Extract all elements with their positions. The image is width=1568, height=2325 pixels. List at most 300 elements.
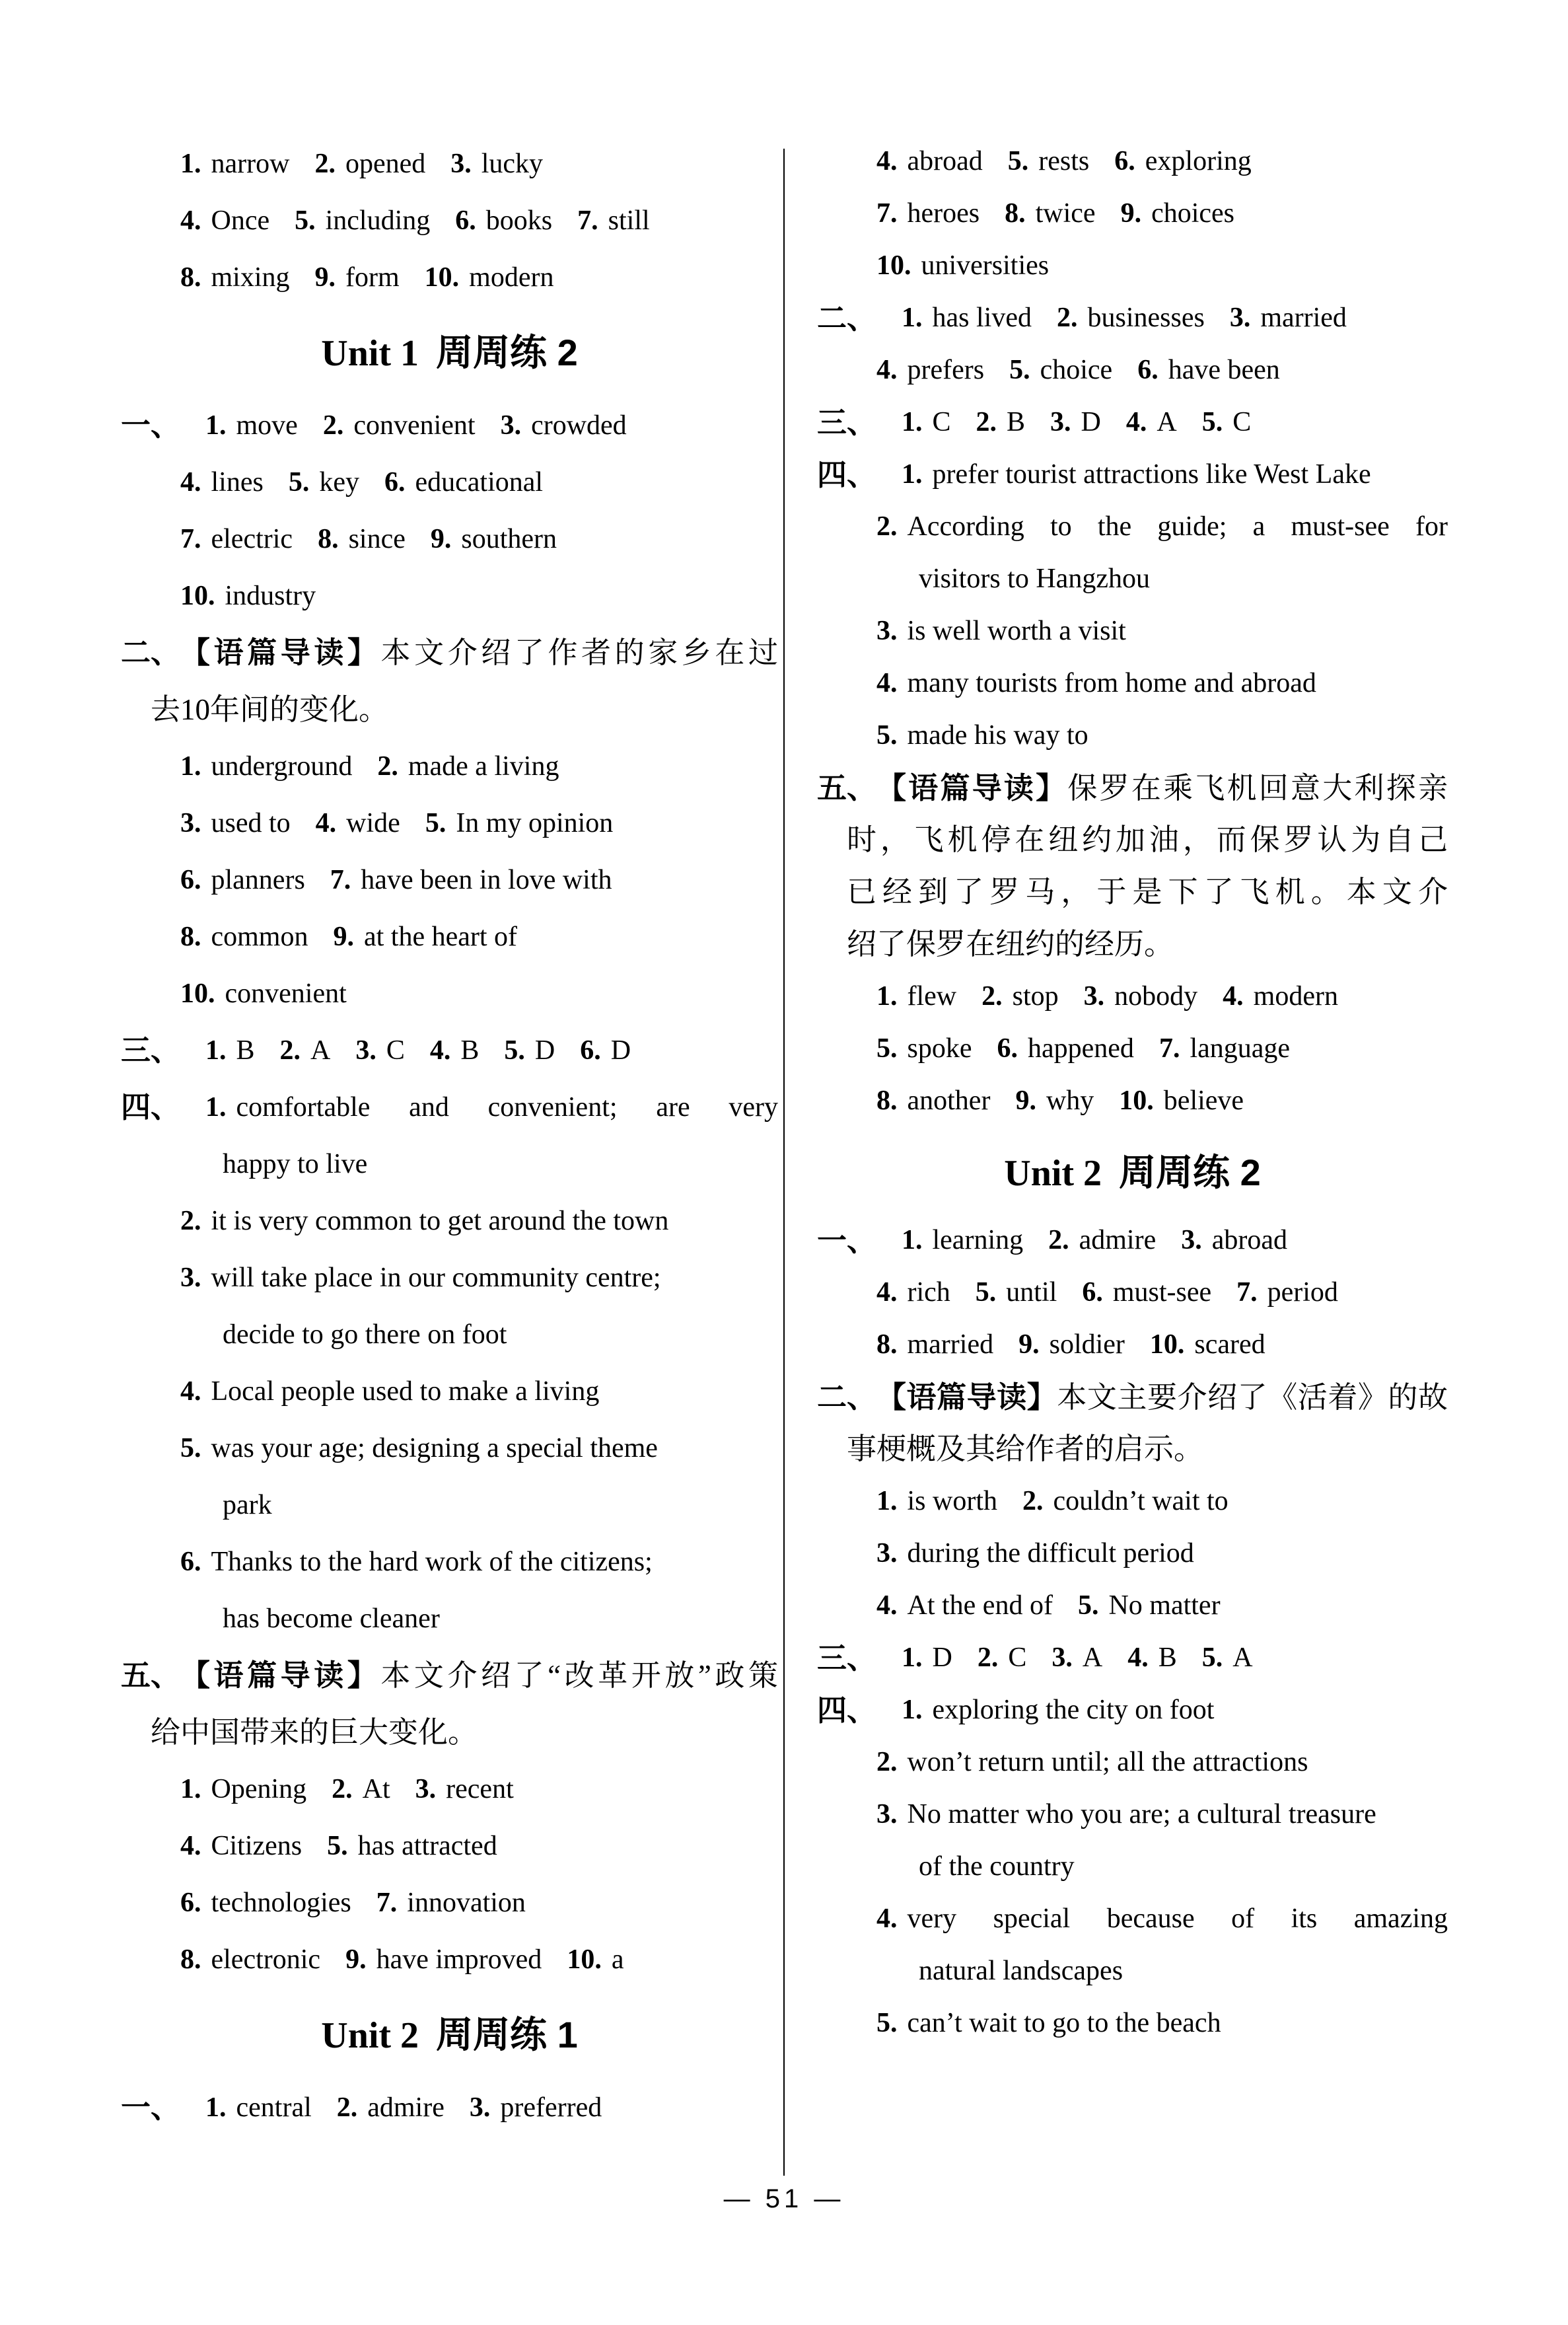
item-number: 6. [180, 1888, 201, 1918]
answer-item [333, 922, 517, 952]
item-number: 3. [450, 149, 472, 179]
item-number: 5. [876, 1033, 898, 1064]
answer-line [817, 344, 1448, 396]
item-text: scared [1194, 1329, 1265, 1360]
item-text: used to [211, 808, 291, 838]
item-number: 9. [314, 262, 336, 293]
answer-line [121, 1363, 778, 1420]
unit-heading [817, 1144, 1448, 1201]
answer-item [1082, 1277, 1211, 1308]
item-number: 6. [384, 467, 406, 498]
item-number: 3. [500, 410, 522, 441]
item-text: exploring the city on foot [932, 1695, 1215, 1725]
answer-line [817, 1528, 1448, 1580]
item-text: B [1158, 1642, 1177, 1673]
item-text: still [608, 205, 650, 236]
continuation-text: of the country [919, 1851, 1075, 1882]
answer-item [1126, 407, 1177, 437]
item-number: 7. [180, 524, 201, 554]
answer-item [1121, 198, 1234, 229]
reading-guide-text: 事梗概及其给作者的启示。 [847, 1432, 1204, 1465]
answer-item [180, 1774, 306, 1804]
item-text: have improved [376, 1944, 542, 1975]
reading-guide-text: 已经到了罗马，于是下了飞机。本文介 [847, 875, 1448, 908]
reading-guide-text: 去10年间的变化。 [151, 693, 389, 726]
answer-item [180, 1944, 320, 1975]
item-text: believe [1163, 1086, 1244, 1116]
item-number: 4. [180, 1376, 201, 1407]
reading-guide-text: 给中国带来的巨大变化。 [151, 1716, 478, 1749]
item-text: innovation [407, 1888, 526, 1918]
reading-guide-continuation [817, 814, 1448, 866]
item-text: B [460, 1035, 480, 1066]
item-number: 10. [1119, 1086, 1154, 1116]
answer-item [1022, 1486, 1229, 1516]
item-text: move [236, 410, 298, 441]
reading-guide-text: 绍了保罗在纽约的经历。 [847, 928, 1174, 961]
continuation-text: natural landscapes [919, 1956, 1123, 1986]
answer-item [1114, 146, 1251, 176]
item-text: is well worth a visit [907, 616, 1126, 646]
answer-line [121, 965, 778, 1022]
answer-item [180, 1206, 668, 1236]
answer-item [330, 865, 612, 895]
item-number: 5. [425, 808, 446, 838]
answer-item [1009, 355, 1112, 385]
reading-guide-text: 保罗在乘飞机回意大利探亲 [1067, 772, 1448, 805]
item-text: comfortable and convenient; are very [236, 1092, 778, 1123]
answer-item [876, 616, 1126, 646]
answer-line [121, 1818, 778, 1874]
answer-item [902, 459, 1371, 490]
item-text: A [310, 1035, 331, 1066]
item-number: 8. [876, 1086, 898, 1116]
item-text: educational [415, 467, 544, 498]
answer-item [295, 205, 430, 236]
item-text: B [1007, 407, 1026, 437]
item-text: Opening [211, 1774, 307, 1804]
answer-item [332, 1774, 390, 1804]
answer-line [817, 240, 1448, 292]
item-number: 2. [336, 2092, 358, 2123]
answer-line [121, 397, 778, 454]
item-text: recent [446, 1774, 514, 1804]
answer-item [876, 511, 1448, 542]
item-text: convenient [225, 978, 347, 1009]
item-text: spoke [907, 1033, 972, 1064]
item-text: have been in love with [361, 865, 612, 895]
answer-line [121, 1761, 778, 1818]
item-number: 1. [180, 1774, 201, 1804]
answer-line [121, 1533, 778, 1590]
answer-line [121, 1022, 778, 1079]
item-number: 3. [415, 1774, 437, 1804]
item-text: twice [1035, 198, 1096, 229]
answer-item [902, 407, 951, 437]
answer-item [976, 407, 1026, 437]
item-text: key [319, 467, 359, 498]
answer-item [425, 808, 614, 838]
section-marker: 一、 [121, 408, 181, 442]
item-number: 6. [1082, 1277, 1103, 1308]
heading-practice-label: 周周练 1 [436, 2014, 578, 2055]
reading-guide-text: 本文介绍了“改革开放”政策 [380, 1659, 778, 1692]
item-text: modern [1253, 981, 1338, 1012]
item-text: since [348, 524, 406, 554]
section-marker: 三、 [817, 1641, 877, 1675]
section-marker: 二、 [817, 1380, 877, 1414]
answer-item [876, 1033, 972, 1064]
reading-guide-line [817, 1371, 1448, 1423]
item-text: won’t return until; all the attractions [907, 1747, 1308, 1777]
answer-item [180, 1376, 599, 1407]
answer-item [876, 146, 983, 176]
item-text: including [325, 205, 431, 236]
answer-item [1018, 1329, 1125, 1360]
answer-item [1230, 303, 1347, 333]
answer-item [997, 1033, 1134, 1064]
item-number: 1. [902, 407, 923, 437]
item-number: 7. [577, 205, 598, 236]
item-text: made his way to [907, 720, 1088, 751]
item-text: choice [1040, 355, 1113, 385]
answer-line [121, 2079, 778, 2136]
item-number: 4. [1127, 1642, 1149, 1673]
item-text: form [345, 262, 400, 293]
answer-item [425, 262, 554, 293]
section-marker: 一、 [817, 1224, 877, 1257]
answer-item [876, 1086, 990, 1116]
item-text: Thanks to the hard work of the citizens; [211, 1547, 653, 1577]
answer-item [337, 2092, 445, 2123]
continuation-line [121, 1590, 778, 1647]
answer-item [1015, 1086, 1094, 1116]
item-number: 5. [876, 2008, 898, 2038]
item-number: 2. [1022, 1486, 1044, 1516]
answer-item [876, 1329, 993, 1360]
item-text: opened [345, 149, 426, 179]
item-number: 1. [205, 1092, 227, 1123]
answer-item [280, 1035, 331, 1066]
item-text: planners [211, 865, 305, 895]
answer-item [180, 978, 347, 1009]
answer-item [1048, 1225, 1156, 1255]
item-number: 9. [333, 922, 354, 952]
answer-line [817, 971, 1448, 1023]
item-text: choices [1151, 198, 1235, 229]
reading-guide-text: 本文介绍了作者的家乡在过 [380, 636, 778, 669]
continuation-text: visitors to Hangzhou [919, 564, 1150, 594]
item-number: 9. [345, 1944, 367, 1975]
unit-heading [121, 2007, 778, 2063]
answer-item [1057, 303, 1205, 333]
heading-practice-label: 周周练 2 [436, 332, 578, 373]
item-number: 2. [876, 511, 898, 542]
answer-item [902, 1642, 952, 1673]
item-text: abroad [907, 146, 983, 176]
item-text: lines [211, 467, 264, 498]
item-number: 3. [1083, 981, 1105, 1012]
item-text: No matter who you are; a cultural treasure [907, 1799, 1376, 1829]
item-text: admire [367, 2092, 445, 2123]
item-number: 1. [902, 459, 923, 490]
answer-line [817, 1214, 1448, 1267]
item-number: 9. [1120, 198, 1142, 229]
section-marker: 四、 [817, 458, 877, 492]
answer-line [121, 908, 778, 965]
item-text: nobody [1114, 981, 1198, 1012]
item-number: 2. [332, 1774, 353, 1804]
reading-guide-line [121, 1647, 778, 1704]
item-text: C [932, 407, 951, 437]
item-number: 7. [1236, 1277, 1258, 1308]
item-number: 3. [1229, 303, 1251, 333]
item-number: 4. [180, 205, 201, 236]
item-number: 5. [1077, 1590, 1099, 1621]
item-text: modern [469, 262, 554, 293]
answer-line [817, 1893, 1448, 1945]
answer-item [289, 467, 359, 498]
item-text: during the difficult period [907, 1538, 1194, 1568]
item-text: is worth [907, 1486, 997, 1516]
item-number: 6. [180, 865, 201, 895]
item-number: 2. [279, 1035, 301, 1066]
reading-guide-text: 时，飞机停在纽约加油，而保罗认为自己 [847, 823, 1448, 856]
item-number: 3. [1050, 407, 1071, 437]
answer-item [1236, 1277, 1338, 1308]
item-number: 1. [902, 1695, 923, 1725]
answer-item [415, 1774, 514, 1804]
answer-item [876, 720, 1088, 751]
answer-item [205, 1092, 778, 1123]
answer-item [876, 1538, 1194, 1568]
item-number: 2. [1056, 303, 1078, 333]
item-text: a [611, 1944, 624, 1975]
item-number: 6. [1114, 146, 1135, 176]
item-number: 5. [1201, 1642, 1223, 1673]
answer-line [817, 1319, 1448, 1371]
section-marker: 五、 [817, 771, 877, 805]
answer-line [121, 795, 778, 852]
answer-item [180, 205, 269, 236]
item-number: 6. [580, 1035, 601, 1066]
item-number: 6. [1137, 355, 1158, 385]
section-marker: 二、 [817, 301, 877, 335]
item-text: at the heart of [363, 922, 518, 952]
item-text: According to the guide; a must-see for [907, 511, 1448, 542]
answer-line [817, 292, 1448, 344]
answer-item [876, 2008, 1221, 2038]
item-number: 1. [205, 410, 227, 441]
item-number: 4. [429, 1035, 451, 1066]
item-number: 2. [976, 407, 997, 437]
reading-guide-text: 本文主要介绍了《活着》的故 [1057, 1381, 1448, 1414]
reading-guide-continuation [121, 1704, 778, 1761]
item-number: 6. [997, 1033, 1018, 1064]
item-number: 5. [975, 1277, 997, 1308]
answer-item [376, 1888, 526, 1918]
answer-item [976, 1277, 1057, 1308]
item-number: 2. [314, 149, 336, 179]
item-number: 10. [876, 250, 911, 281]
answer-line [817, 657, 1448, 710]
continuation-text: park [223, 1490, 272, 1520]
answer-item [876, 1903, 1448, 1934]
item-number: 1. [902, 1225, 923, 1255]
item-text: Citizens [211, 1831, 303, 1861]
item-text: narrow [211, 149, 290, 179]
answer-item [205, 2092, 312, 2123]
item-text: mixing [211, 262, 290, 293]
reading-guide-continuation [121, 681, 778, 738]
item-number: 10. [180, 978, 215, 1009]
answer-item [315, 262, 400, 293]
answer-line [817, 396, 1448, 449]
item-text: why [1046, 1086, 1094, 1116]
answer-item [902, 1695, 1214, 1725]
item-text: exploring [1145, 146, 1252, 176]
answer-item [876, 1277, 950, 1308]
continuation-text: has become cleaner [223, 1604, 440, 1634]
answer-item [180, 524, 293, 554]
item-text: made a living [408, 751, 559, 782]
item-number: 5. [1201, 407, 1223, 437]
continuation-line [817, 1841, 1448, 1893]
answer-line [121, 1193, 778, 1249]
item-number: 10. [1149, 1329, 1185, 1360]
item-number: 6. [455, 205, 476, 236]
item-text: In my opinion [456, 808, 614, 838]
answer-line [817, 1580, 1448, 1632]
reading-guide-label: 【语篇导读】 [180, 1658, 381, 1692]
item-text: soldier [1049, 1329, 1125, 1360]
item-text: At [362, 1774, 390, 1804]
item-number: 3. [469, 2092, 491, 2123]
answer-line [817, 605, 1448, 657]
item-text: books [485, 205, 553, 236]
item-text: B [236, 1035, 255, 1066]
item-text: D [610, 1035, 631, 1066]
answer-line [121, 135, 778, 192]
answer-item [180, 922, 308, 952]
answer-line [121, 454, 778, 511]
item-number: 1. [876, 1486, 898, 1516]
answer-line [817, 501, 1448, 553]
answer-item [876, 250, 1049, 281]
answer-item [180, 751, 352, 782]
column-divider [783, 149, 785, 2176]
item-text: happened [1028, 1033, 1134, 1064]
item-number: 9. [1018, 1329, 1040, 1360]
item-number: 8. [1005, 198, 1026, 229]
answer-item [902, 303, 1032, 333]
answer-item [580, 1035, 631, 1066]
section-marker: 四、 [817, 1693, 877, 1727]
answer-item [180, 262, 290, 293]
answer-item [180, 1263, 661, 1293]
heading-unit-label: Unit 2 [321, 2015, 419, 2056]
reading-guide-label: 【语篇导读】 [876, 1380, 1057, 1414]
reading-guide-line [817, 762, 1448, 814]
answer-item [180, 808, 291, 838]
answer-line [817, 188, 1448, 240]
left-column [121, 135, 778, 2136]
item-number: 7. [376, 1888, 398, 1918]
answer-item [876, 1590, 1053, 1621]
answer-item [876, 981, 956, 1012]
item-text: D [932, 1642, 952, 1673]
item-text: electric [211, 524, 293, 554]
continuation-text: happy to live [223, 1149, 368, 1179]
item-text: C [386, 1035, 405, 1066]
item-text: have been [1168, 355, 1280, 385]
item-number: 3. [1051, 1642, 1073, 1673]
item-number: 10. [424, 262, 460, 293]
item-number: 3. [355, 1035, 376, 1066]
item-text: Local people used to make a living [211, 1376, 600, 1407]
item-text: married [1260, 303, 1347, 333]
answer-item [345, 1944, 542, 1975]
item-number: 8. [180, 1944, 201, 1975]
answer-line [121, 1249, 778, 1306]
continuation-line [121, 1306, 778, 1363]
answer-item [180, 1831, 302, 1861]
answer-item [876, 1747, 1308, 1777]
section-marker: 四、 [121, 1090, 181, 1124]
answer-line [121, 852, 778, 908]
item-text: A [1082, 1642, 1103, 1673]
item-text: electronic [211, 1944, 321, 1975]
item-text: wide [346, 808, 400, 838]
item-text: C [1232, 407, 1252, 437]
item-number: 5. [295, 205, 316, 236]
answer-item [180, 581, 316, 611]
item-number: 7. [876, 198, 898, 229]
answer-item [567, 1944, 624, 1975]
answer-item [1084, 981, 1198, 1012]
item-number: 4. [876, 1590, 898, 1621]
item-number: 5. [1009, 355, 1030, 385]
item-number: 1. [205, 2092, 227, 2123]
item-number: 1. [180, 751, 201, 782]
answer-item [180, 149, 289, 179]
answer-line [817, 1684, 1448, 1736]
item-text: rests [1038, 146, 1090, 176]
answer-line [817, 135, 1448, 188]
item-number: 5. [327, 1831, 348, 1861]
item-number: 5. [288, 467, 310, 498]
item-number: 2. [977, 1642, 999, 1673]
continuation-line [817, 553, 1448, 605]
reading-guide-continuation [817, 1423, 1448, 1475]
continuation-line [121, 1477, 778, 1533]
item-text: central [236, 2092, 312, 2123]
answer-item [876, 355, 984, 385]
section-marker: 一、 [121, 2090, 181, 2124]
answer-item [501, 410, 627, 441]
answer-line [121, 1874, 778, 1931]
item-number: 3. [876, 616, 898, 646]
answer-item [180, 1433, 658, 1463]
answer-item [577, 205, 650, 236]
answer-item [1137, 355, 1280, 385]
item-text: flew [907, 981, 957, 1012]
answer-line [817, 1075, 1448, 1127]
item-number: 5. [876, 720, 898, 751]
item-text: another [907, 1086, 991, 1116]
answer-item [323, 410, 476, 441]
item-number: 5. [180, 1433, 201, 1463]
